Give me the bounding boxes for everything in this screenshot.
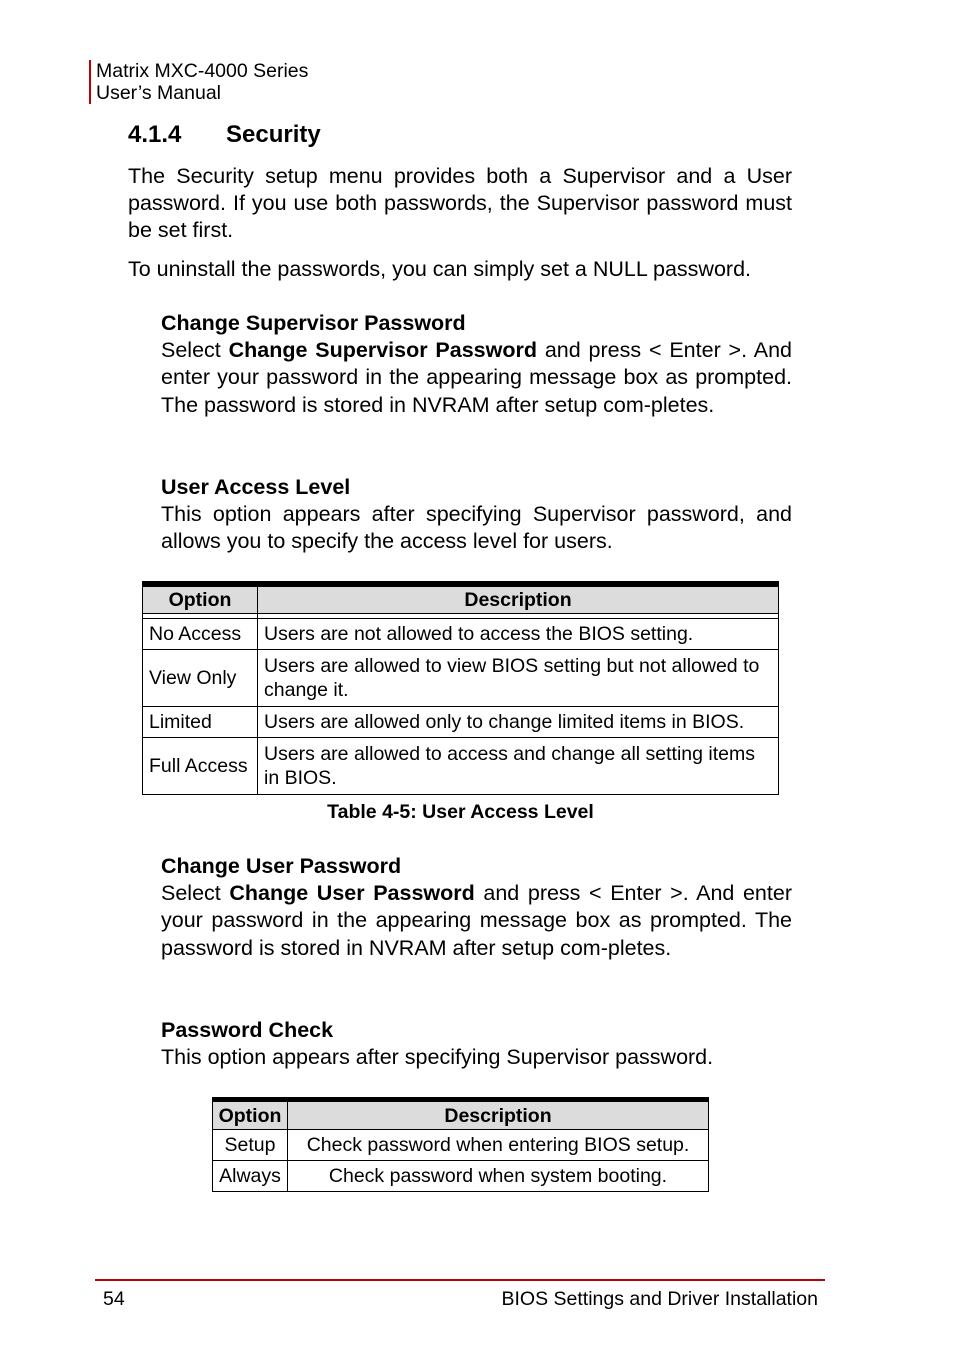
- header-manual: User’s Manual: [96, 82, 221, 104]
- change-supervisor-section: [161, 310, 792, 419]
- table-cell-description: Users are not allowed to access the BIOS setting.: [258, 619, 779, 650]
- table-cell-description: Users are allowed to view BIOS setting but not allowed to change it.: [258, 650, 779, 707]
- footer-chapter: BIOS Settings and Driver Installation: [501, 1288, 818, 1310]
- table-header-option: Option: [143, 584, 258, 614]
- table-cell-description: Users are allowed to access and change all setting items in BIOS.: [258, 738, 779, 795]
- intro-paragraph: The Security setup menu provides both a Supervisor and a User password. If you use both passwords, the Supervisor password must be set first.: [128, 164, 792, 243]
- table-row: [213, 1130, 709, 1161]
- table-header-row: [143, 584, 779, 614]
- table-cell-option: Full Access: [143, 738, 258, 795]
- header-product: Matrix MXC-4000 Series: [96, 60, 309, 82]
- user-access-text: This option appears after specifying Supervisor password, and allows you to specify the access level for users.: [161, 502, 792, 554]
- table-caption: Table 4-5: User Access Level: [327, 801, 594, 823]
- table-cell-option: View Only: [143, 650, 258, 707]
- table-cell-option: Setup: [213, 1130, 288, 1161]
- running-header: [89, 60, 308, 104]
- table-row: [143, 707, 779, 738]
- table-row: [213, 1161, 709, 1192]
- intro-null-password: To uninstall the passwords, you can simply set a NULL password.: [128, 257, 751, 281]
- table-cell-description: Check password when entering BIOS setup.: [288, 1130, 709, 1161]
- change-supervisor-pre: Select: [161, 338, 229, 363]
- change-user-pre: Select: [161, 881, 230, 906]
- change-user-text: and press < Enter >. And enter your password in the appearing message box as prompted. The password is stored in NVRAM after setup com-pletes.: [161, 881, 792, 960]
- table-header-description: Description: [258, 584, 779, 614]
- change-user-bold: Change User Password: [229, 881, 475, 906]
- table-row: [143, 738, 779, 795]
- change-user-heading: Change User Password: [161, 854, 402, 878]
- change-supervisor-bold: Change Supervisor Password: [228, 338, 537, 363]
- table-cell-option: No Access: [143, 619, 258, 650]
- table-header-option: Option: [213, 1100, 288, 1130]
- user-access-table: [142, 581, 779, 795]
- page-number: 54: [103, 1288, 125, 1310]
- change-supervisor-text: and press < Enter >. And enter your password in the appearing message box as prompted. The password is stored in NVRAM after setup com-pletes.: [161, 338, 792, 417]
- table-cell-option: Always: [213, 1161, 288, 1192]
- table-cell-description: Users are allowed only to change limited items in BIOS.: [258, 707, 779, 738]
- table-header-description: Description: [288, 1100, 709, 1130]
- password-check-section: [161, 1017, 792, 1071]
- table-cell-description: Check password when system booting.: [288, 1161, 709, 1192]
- section-title: [128, 121, 321, 149]
- section-number: 4.1.4: [128, 121, 182, 148]
- password-check-table: [212, 1097, 709, 1192]
- table-row: [143, 650, 779, 707]
- table-cell-option: Limited: [143, 707, 258, 738]
- user-access-section: [161, 474, 792, 556]
- password-check-text: This option appears after specifying Supervisor password.: [161, 1045, 714, 1070]
- user-access-heading: User Access Level: [161, 475, 351, 499]
- table-header-row: [213, 1100, 709, 1130]
- table-row: [143, 619, 779, 650]
- section-title-text: Security: [226, 121, 321, 148]
- password-check-heading: Password Check: [161, 1018, 334, 1042]
- change-supervisor-heading: Change Supervisor Password: [161, 311, 466, 335]
- footer-divider: [95, 1279, 825, 1281]
- change-user-section: [161, 853, 792, 962]
